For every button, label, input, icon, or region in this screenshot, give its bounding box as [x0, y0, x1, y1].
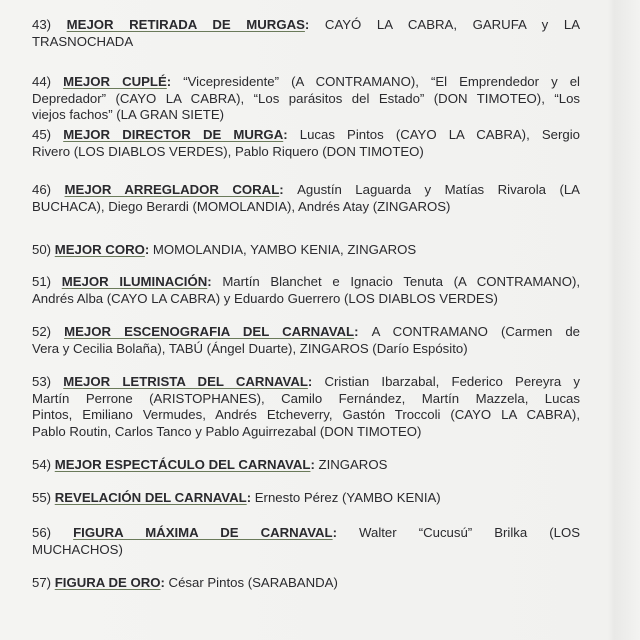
- award-line: 54) MEJOR ESPECTÁCULO DEL CARNAVAL: ZINGAROS: [32, 457, 388, 472]
- award-category: REVELACIÓN DEL CARNAVAL: [54, 490, 247, 505]
- award-category: MEJOR ARREGLADOR CORAL: [64, 182, 280, 197]
- award-winners: A CONTRAMANO (Carmen de: [371, 324, 580, 339]
- award-line: 46) MEJOR ARREGLADOR CORAL: Agustín Laguarda y Matías Rivarola (LA: [32, 182, 580, 197]
- award-category: MEJOR ESCENOGRAFIA DEL CARNAVAL: [64, 324, 355, 339]
- award-winners: CAYÓ LA CABRA, GARUFA y LA: [324, 17, 581, 32]
- award-line: 52) MEJOR ESCENOGRAFIA DEL CARNAVAL: A CONTRAMANO (Carmen de: [32, 324, 580, 339]
- award-category: FIGURA DE ORO: [54, 575, 161, 590]
- award-number: 44): [32, 74, 52, 89]
- award-winners-line: viejos fachos” (LA GRAN SIETE): [32, 107, 225, 122]
- award-item: [32, 274, 580, 307]
- award-winners: Cristian Ibarzabal, Federico Pereyra y: [324, 374, 580, 389]
- award-winners-line: TRASNOCHADA: [32, 33, 134, 49]
- award-item: [32, 182, 580, 215]
- award-line: 50) MEJOR CORO: MOMOLANDIA, YAMBO KENIA, ZINGAROS: [32, 242, 417, 257]
- award-item: [32, 242, 580, 259]
- award-item: [32, 525, 580, 558]
- award-item: [32, 324, 580, 357]
- award-winners: César Pintos (SARABANDA): [168, 575, 338, 590]
- award-number: 54): [32, 457, 52, 472]
- award-category: FIGURA MÁXIMA DE CARNAVAL: [73, 525, 333, 540]
- award-number: 45): [32, 127, 52, 142]
- award-winners-line: BUCHACA), Diego Berardi (MOMOLANDIA), Andrés Atay (ZINGAROS): [32, 198, 451, 214]
- award-line: 56) FIGURA MÁXIMA DE CARNAVAL: Walter “Cucusú” Brilka (LOS: [32, 525, 581, 540]
- award-winners-line: Andrés Alba (CAYO LA CABRA) y Eduardo Guerrero (LOS DIABLOS VERDES): [32, 290, 498, 306]
- award-category: MEJOR ESPECTÁCULO DEL CARNAVAL: [54, 457, 311, 472]
- award-winners-line: Depredador” (CAYO LA CABRA), “Los parásitos del Estado” (DON TIMOTEO), “Los: [32, 90, 580, 106]
- award-winners-line: Pintos, Emiliano Vermudes, Andrés Etcheverry, Gastón Troccoli (CAYO LA CABRA),: [32, 407, 580, 422]
- award-number: 52): [32, 324, 52, 339]
- award-line: 55) REVELACIÓN DEL CARNAVAL: Ernesto Pérez (YAMBO KENIA): [32, 490, 441, 505]
- award-item: [32, 127, 580, 160]
- award-line: 43) MEJOR RETIRADA DE MURGAS: CAYÓ LA CABRA, GARUFA y LA: [32, 17, 581, 32]
- award-number: 56): [32, 525, 52, 540]
- award-winners-line: Pablo Routin, Carlos Tanco y Pablo Aguirrezabal (DON TIMOTEO): [32, 423, 422, 439]
- award-category: MEJOR CUPLÉ: [63, 74, 167, 89]
- award-item: [32, 74, 580, 124]
- award-category: MEJOR LETRISTA DEL CARNAVAL: [63, 374, 308, 389]
- award-winners: Lucas Pintos (CAYO LA CABRA), Sergio: [299, 127, 580, 142]
- award-item: [32, 457, 580, 474]
- award-winners: Ernesto Pérez (YAMBO KENIA): [254, 490, 441, 505]
- award-line: 44) MEJOR CUPLÉ: “Vicepresidente” (A CONTRAMANO), “El Emprendedor y el: [32, 74, 580, 89]
- award-category: MEJOR CORO: [54, 242, 145, 257]
- award-item: [32, 575, 580, 592]
- award-winners: Martín Blanchet e Ignacio Tenuta (A CONTRAMANO),: [222, 274, 581, 289]
- award-line: 53) MEJOR LETRISTA DEL CARNAVAL: Cristian Ibarzabal, Federico Pereyra y: [32, 374, 580, 389]
- award-item: [32, 374, 580, 440]
- award-category: MEJOR DIRECTOR DE MURGA: [63, 127, 284, 142]
- award-number: 51): [32, 274, 52, 289]
- award-winners-line: Vera y Cecilia Bolaña), TABÚ (Ángel Duarte), ZINGAROS (Darío Espósito): [32, 340, 468, 356]
- award-line: 51) MEJOR ILUMINACIÓN: Martín Blanchet e Ignacio Tenuta (A CONTRAMANO),: [32, 274, 581, 289]
- award-line: 57) FIGURA DE ORO: César Pintos (SARABANDA): [32, 575, 338, 590]
- award-number: 50): [32, 242, 52, 257]
- award-number: 57): [32, 575, 52, 590]
- award-category: MEJOR ILUMINACIÓN: [61, 274, 208, 289]
- award-number: 55): [32, 490, 52, 505]
- award-winners: ZINGAROS: [318, 457, 388, 472]
- award-winners: Agustín Laguarda y Matías Rivarola (LA: [297, 182, 580, 197]
- award-winners: Walter “Cucusú” Brilka (LOS: [359, 525, 581, 540]
- award-winners-line: Martín Perrone (ARISTOPHANES), Camilo Fernández, Martín Mazzela, Lucas: [32, 390, 580, 406]
- award-winners: “Vicepresidente” (A CONTRAMANO), “El Emprendedor y el: [183, 74, 580, 89]
- award-number: 43): [32, 17, 52, 32]
- award-winners: MOMOLANDIA, YAMBO KENIA, ZINGAROS: [152, 242, 417, 257]
- award-line: 45) MEJOR DIRECTOR DE MURGA: Lucas Pintos (CAYO LA CABRA), Sergio: [32, 127, 580, 142]
- award-category: MEJOR RETIRADA DE MURGAS: [66, 17, 305, 32]
- award-number: 53): [32, 374, 52, 389]
- award-item: [32, 490, 580, 507]
- award-winners-line: MUCHACHOS): [32, 541, 123, 557]
- award-item: [32, 17, 580, 50]
- award-number: 46): [32, 182, 52, 197]
- award-winners-line: Rivero (LOS DIABLOS VERDES), Pablo Riquero (DON TIMOTEO): [32, 143, 424, 159]
